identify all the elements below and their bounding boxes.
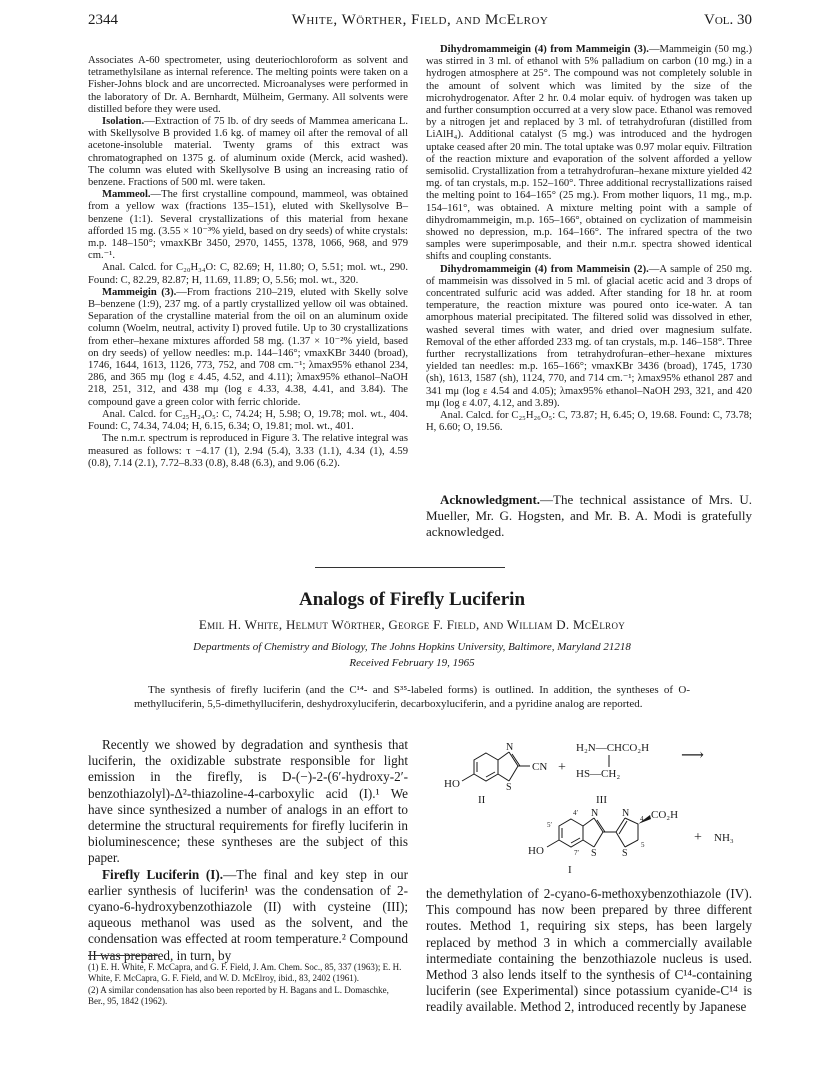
- page-header: [88, 12, 752, 34]
- compound-label-I: I: [568, 864, 572, 876]
- mammeigin-text: —From fractions 210–219, eluted with Skelly solve B–benzene (1:9), 237 mg. of a partly crystallized yellow oil was obtained. Separation of the crystalline material from the oil on an aluminum oxide column (Woelm, neutral, activity I) proved futile. Up to 30 crystallizations from ether–hexane mixtures afforded 58 mg. (1.37 × 10⁻²% yield, based on dry seeds) of yellow needles: m.p. 144–146°; νmaxKBr 3440 (broad), 1746, 1644, 1613, 1126, 773, 752, and 708 cm.⁻¹; λmax95% ethanol 234, 286, and 365 mμ (log ε 4.45, 4.52, and 4.11); λmax95% ethanol–NaOH 218, 251, 312, and 438 mμ (log ε 4.33, 4.38, 4.41, and 3.84). The compound gave a green color with ferric chloride.: [88, 286, 408, 408]
- compound-label-II: II: [478, 794, 486, 806]
- right-column-experimental: [426, 44, 752, 435]
- dihydro2-text: —A sample of 250 mg. of mammeisin was dissolved in 5 ml. of glacial acetic acid and 3 drops of concentrated sulfuric acid was added. After standing for 18 hr. at room temperature, the reaction mixture was poured onto ice-water. A tan amorphous material precipitated. The filtered solid was dissolved in ether, washed several times with water, and dried over magnesium sulfate. Removal of the ether afforded 233 mg. of tan crystals, m.p. 146–158°. Three further recrystallizations from tetrahydrofuran–ether–hexane mixtures yielded tan needles: m.p. 165–166°; νmaxKBr 3436 (broad), 1745, 1730 (sh), 1613, 1587 (sh), 1124, 770, and 714 cm.⁻¹; λmax95% ethanol 287 and 341 mμ (log ε 4.54 and 4.05); λmax95% ethanol–NaOH 293, 321, and 420 mμ (log ε 4.07, 4.12, and 3.89).: [426, 263, 752, 409]
- footnote-2: (2) A similar condensation has also been reported by H. Bagans and L. Domaschke, Ber., 95, 1842 (1962).: [88, 985, 389, 1006]
- reaction-arrow: ⟶: [681, 747, 704, 764]
- article-authors: Emil H. White, Helmut Wörther, George F. Field, and William D. McElroy: [198, 617, 626, 632]
- article-title: Analogs of Firefly Luciferin: [298, 589, 526, 610]
- demethylation-paragraph: the demethylation of 2-cyano-6-methoxybenzothiazole (IV). This compound has now been prepared by three different routes. Method 1, requiring six steps, has been largely replaced by method 3 in which a commercially available intermediate containing the benzothiazole nucleus is used. Method 3 also lends itself to the synthesis of C¹⁴-containing luciferin (see Experimental) since potassium cyanide-C¹⁴ is readily available. Method 2, introduced recently by Japanese: [426, 886, 752, 1015]
- left-column-experimental: [88, 55, 408, 470]
- acknowledgment: [426, 492, 752, 540]
- cysteine-thiol-label: HS—CH₂: [576, 768, 621, 780]
- footnote-1: (1) E. H. White, F. McCapra, and G. F. Field, J. Am. Chem. Soc., 85, 337 (1963); E. H. White, F. McCapra, G. F. Field, and W. D. McElroy, ibid., 83, 2402 (1961).: [88, 962, 402, 983]
- firefly-luciferin-paragraph: [88, 867, 408, 964]
- dihydro2-heading: Dihydromammeigin (4) from Mammeisin (2).: [440, 263, 649, 275]
- article-affiliation: Departments of Chemistry and Biology, The Johns Hopkins University, Baltimore, Maryland 21218: [193, 641, 631, 653]
- acknowledgment-heading: Acknowledgment.: [440, 492, 541, 507]
- mammeigin-heading: Mammeigin (3).: [102, 286, 177, 298]
- mammeigin-analysis: Anal. Calcd. for C₂₅H₂₄O₅: C, 74.24; H, 5.98; O, 19.78; mol. wt., 404. Found: C, 74.34, 74.04; H, 6.15, 6.34; O, 19.81; mol. wt., 401.: [88, 408, 408, 433]
- dihydro1-text: —Mammeigin (50 mg.) was stirred in 3 ml. of ethanol with 5% palladium on carbon (10 mg.) in a hydrogen atmosphere at 25°. The compound was not completely soluble in the amount of solvent which was limited by the size of the microhydrogenator. After 2 hr. 0.4 molar equiv. of hydrogen was taken up and further consumption occurred at a very slow pace. Ethanol was removed by a nitrogen jet and replaced by 3 ml. of tetrahydrofuran (distilled from LiAlH₄). Additional catalyst (5 mg.) was introduced and the hydrogen uptake ceased after 20 min. The total uptake was 0.97 molar equiv. Filtration of the reaction mixture and evaporation of the solvent afforded a yellow semisolid. Crystallization from a tetrahydrofuran–hexane mixture yielded 42 mg. of tan crystals, m.p. 152–160°. Three additional recrystallizations raised the melting point to 164–165° (25 mg.). From mother liquors, 11 mg., m.p. 154–161°, was obtained. A mixture melting point with a sample of dihydromammeigin, m.p. 165–166°, obtained on cyclization of mammeisin showed no depression, m.p. 164–166°. The infrared spectra of the two samples were superimposable, and their n.m.r. spectra showed identical shifts and coupling constants.: [426, 44, 753, 263]
- position-5: 5: [641, 841, 645, 849]
- footnotes: [88, 962, 408, 1008]
- nitrogen-label-I-b: N: [622, 808, 630, 819]
- position-4: 4: [640, 815, 644, 823]
- body-right-column: [426, 886, 752, 1016]
- volume-label: Vol. 30: [704, 12, 752, 28]
- reaction-scheme: [426, 737, 752, 879]
- section-divider: [315, 567, 505, 568]
- sulfur-label-I-b: S: [622, 848, 628, 859]
- abstract: The synthesis of firefly luciferin (and the C¹⁴- and S³⁵-labeled forms) is outlined. In addition, the syntheses of O-methylluciferin, 5,5-dimethylluciferin, deshydroxyluciferin, decarboxyluciferin, and a pyridine analog are reported.: [134, 684, 690, 710]
- position-5prime: 5′: [547, 821, 553, 829]
- luciferin-I-structure: [547, 818, 638, 847]
- dihydro2-paragraph: [426, 264, 752, 410]
- dihydro1-heading: Dihydromammeigin (4) from Mammeigin (3).: [440, 44, 649, 55]
- firefly-luciferin-heading: Firefly Luciferin (I).: [102, 866, 224, 882]
- position-7prime: 7′: [574, 849, 580, 857]
- received-date: Received February 19, 1965: [349, 657, 475, 669]
- compound-label-III: III: [596, 794, 607, 806]
- intro-paragraph: Associates A-60 spectrometer, using deuteriochloroform as solvent and tetramethylsilane as internal reference. The melting points were taken on a Fisher-Johns block and are uncorrected. Microanalyses were performed in the laboratory of Dr. A. Bernhardt, Mülheim, Germany. All solvents were distilled before they were used.: [88, 55, 408, 115]
- intro-body-paragraph: Recently we showed by degradation and synthesis that luciferin, the oxidizable substrate responsible for light emission in the firefly, is D-(−)-2-(6′-hydroxy-2′-benzothiazolyl)-Δ²-thiazoline-4-carboxylic acid (I).¹ We have since synthesized a number of analogs in an effort to determine the structural requirements for firefly luciferin in bioluminescence; these syntheses are the subject of this paper.: [88, 737, 408, 866]
- position-4prime: 4′: [573, 809, 579, 817]
- ammonia-label: NH₃: [714, 832, 734, 844]
- mammeigin-paragraph: [88, 287, 408, 409]
- benzothiazole-II-structure: [462, 752, 530, 781]
- nitrogen-label-I-a: N: [591, 808, 599, 819]
- plus-sign-1: +: [558, 760, 566, 775]
- cyano-label: CN: [532, 761, 548, 773]
- page-number: 2344: [88, 12, 118, 28]
- dihydro1-paragraph: [426, 44, 752, 264]
- carboxyl-label: CO₂H: [651, 809, 679, 821]
- acknowledgment-text: —The technical assistance of Mrs. U. Mueller, Mr. G. Hogsten, and Mr. B. A. Modi is gratefully acknowledged.: [426, 492, 752, 539]
- firefly-luciferin-text: —The final and key step in our earlier synthesis of luciferin¹ was the condensation of 2-cyano-6-hydroxybenzothiazole (II) with cysteine (III); aqueous methanol was used as the solvent, and the condensation was effected at room temperature.² Compound II was prepared, in turn, by: [88, 866, 408, 963]
- body-left-column: [88, 737, 408, 964]
- plus-sign-2: +: [694, 830, 702, 845]
- isolation-paragraph: [88, 116, 408, 189]
- isolation-text: —Extraction of 75 lb. of dry seeds of Mammea americana L. with Skellysolve B provided 1.6 kg. of mamey oil after the removal of all acetone-insoluble material. Twenty grams of this extract was chromatographed on 1375 g. of aluminum oxide (Merck, acid washed). The column was eluted with Skellysolve B using an increasing ratio of benzene. Fractions of 500 ml. were taken.: [88, 116, 408, 189]
- footnote-divider: [88, 955, 158, 956]
- hydroxy-label-I: HO: [528, 845, 544, 857]
- nmr-paragraph: The n.m.r. spectrum is reproduced in Figure 3. The relative integral was measured as follows: τ −4.17 (1), 2.94 (5.4), 3.33 (1.1), 4.34 (1), 4.59 (0.8), 7.14 (2.1), 7.72–8.33 (0.8), 8.48 (6.3), and 9.06 (6.2).: [88, 433, 408, 469]
- isolation-heading: Isolation.: [102, 116, 145, 128]
- nitrogen-label-II: N: [506, 742, 514, 753]
- mammeol-paragraph: [88, 189, 408, 262]
- mammeol-text: —The first crystalline compound, mammeol, was obtained from a yellow wax (fractions 135–151), eluted with Skellysolve B–benzene (1:1). Several crystallizations of this material from hexane afforded 15 mg. (3.55 × 10⁻³% yield, based on dry seeds) of white crystals: m.p. 148–150°; νmaxKBr 3450, 2970, 1455, 1378, 1066, 968, and 979 cm.⁻¹.: [88, 189, 408, 262]
- mammeol-heading: Mammeol.: [102, 189, 151, 201]
- sulfur-label-I-a: S: [591, 848, 597, 859]
- hydroxy-label-II: HO: [444, 778, 460, 790]
- cysteine-amine-label: H₂N—CHCO₂H: [576, 742, 650, 754]
- dihydro2-analysis: Anal. Calcd. for C₂₅H₂₆O₅: C, 73.87; H, 6.45; O, 19.68. Found: C, 73.78; H, 6.60; O, 19.56.: [426, 410, 752, 434]
- mammeol-analysis: Anal. Calcd. for C₂₀H₃₄O: C, 82.69; H, 11.80; O, 5.51; mol. wt., 290. Found: C, 82.29, 82.87; H, 11.69, 11.89; O, 5.56; mol. wt., 320.: [88, 262, 408, 286]
- running-title: White, Wörther, Field, and McElroy: [291, 12, 549, 28]
- sulfur-label-II: S: [506, 782, 512, 793]
